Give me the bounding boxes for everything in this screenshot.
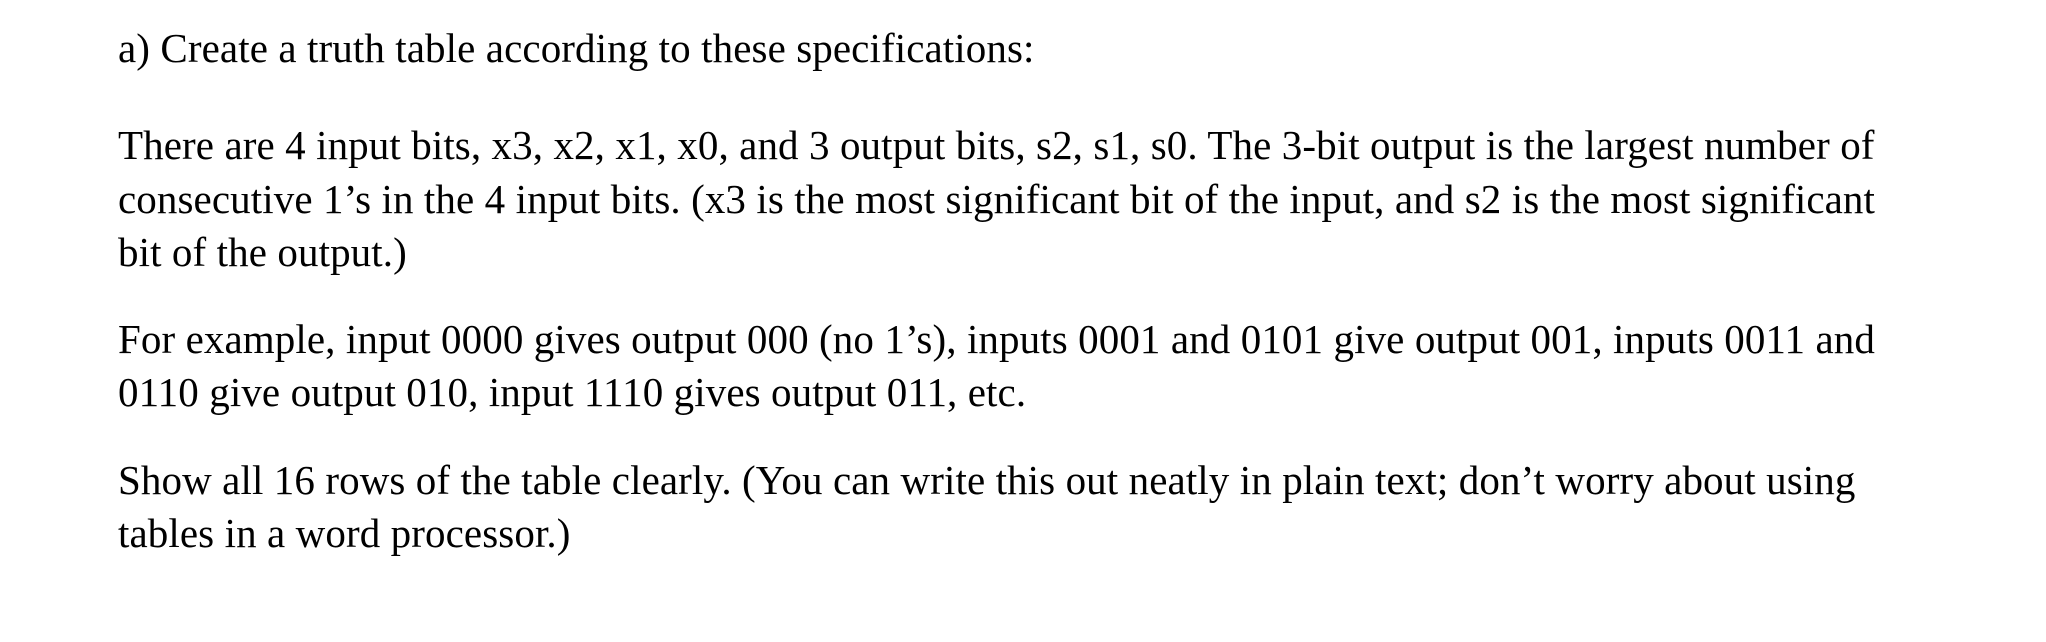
specification-paragraph: There are 4 input bits, x3, x2, x1, x0, and 3 output bits, s2, s1, s0. The 3-bit output is the largest number of consecutive 1’s in the 4 input bits. (x3 is the most significant bit of the input, and s2 is the most significant bit of the output.) [118, 122, 1876, 275]
question-prompt-paragraph: a) Create a truth table according to these specifications: [118, 25, 1035, 71]
example-paragraph: For example, input 0000 gives output 000 (no 1’s), inputs 0001 and 0101 give output 001, inputs 0011 and 0110 give output 010, input 1110 gives output 011, etc. [118, 316, 1875, 416]
instructions-paragraph: Show all 16 rows of the table clearly. (You can write this out neatly in plain text; don’t worry about using tables in a word processor.) [118, 456, 1856, 557]
